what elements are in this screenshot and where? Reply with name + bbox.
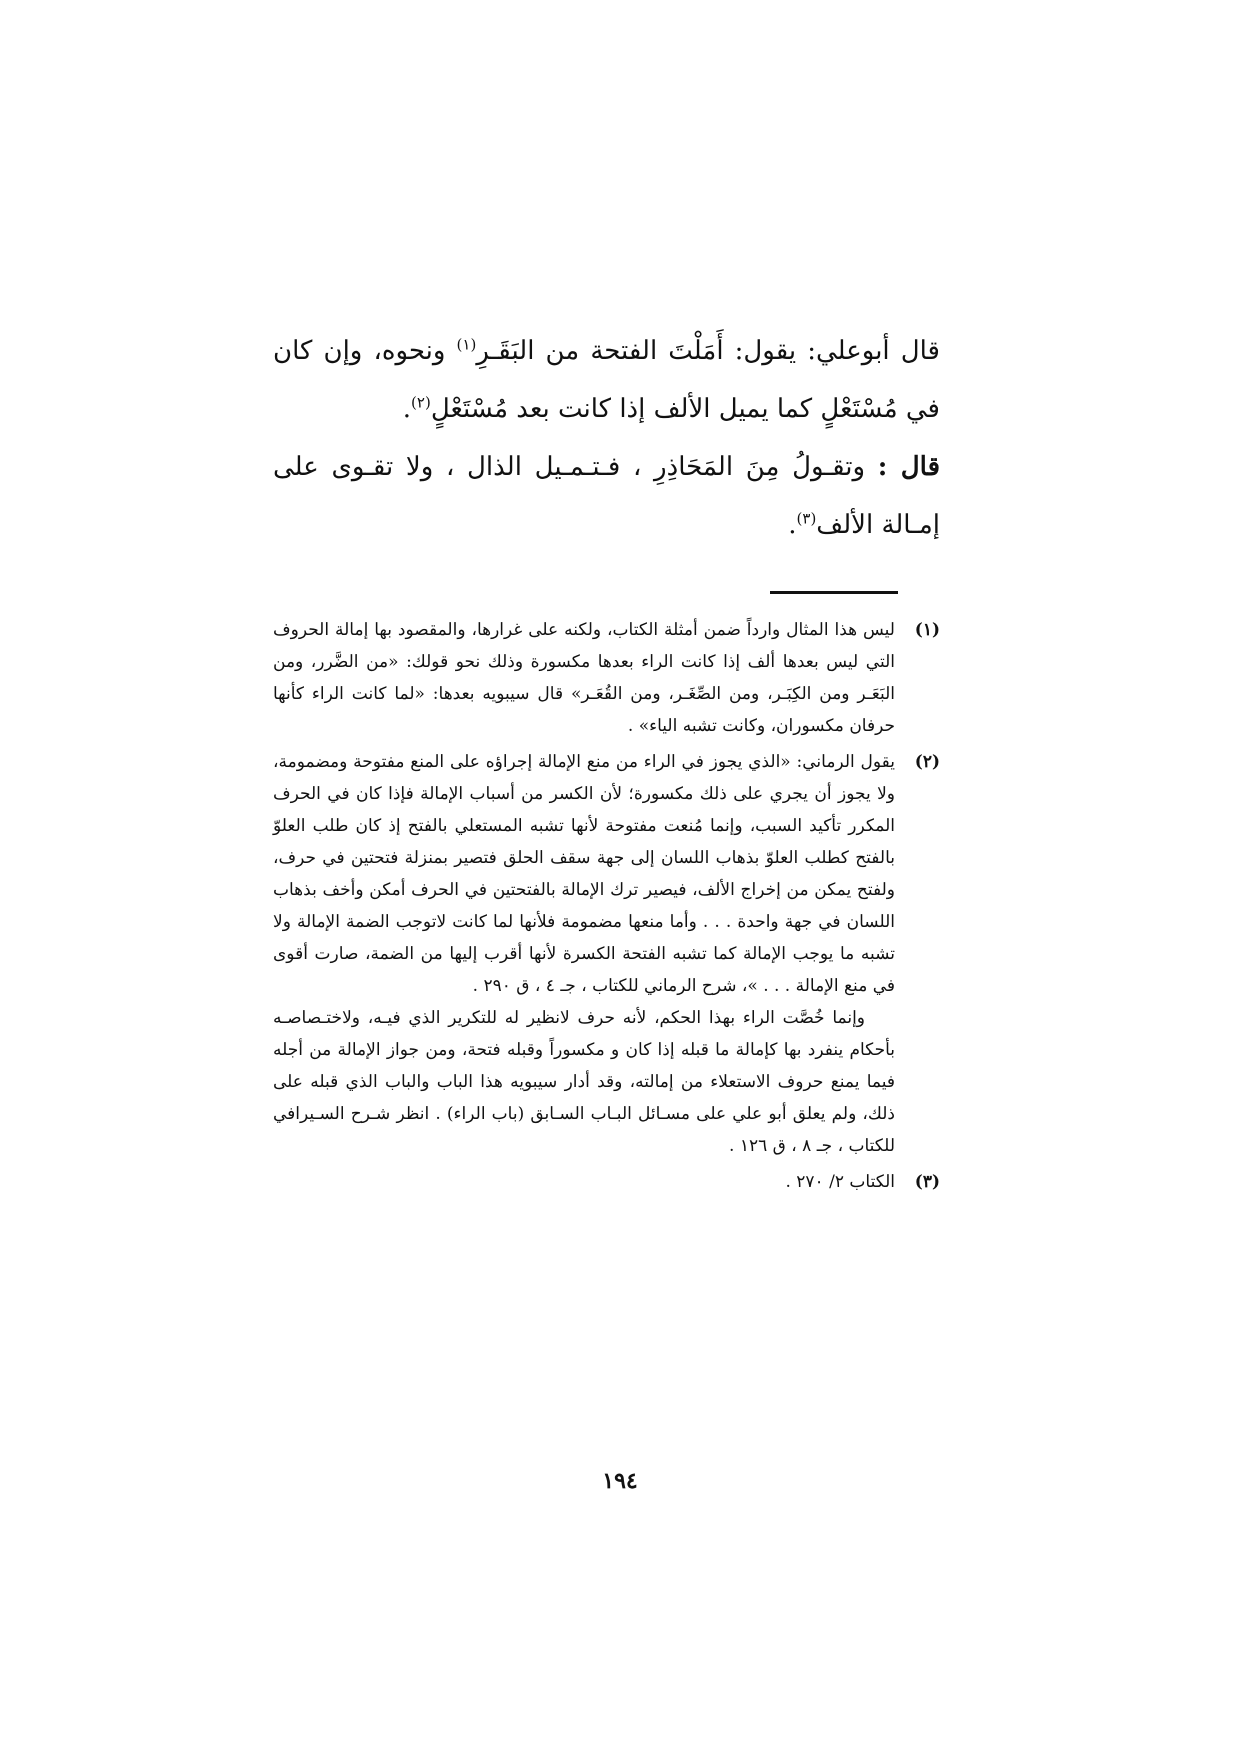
footnote-text [273, 1166, 895, 1198]
main-text [273, 322, 940, 554]
footnote-text [273, 614, 895, 742]
main-paragraph-1-intro: قال أبوعلي: يقول: أَمَلْتَ الفتحة من البَقَـرِ [476, 336, 940, 366]
main-paragraph-1-end: . [402, 394, 412, 424]
footnote-3 [273, 1166, 940, 1198]
footnote-ref-1: (١) [456, 335, 477, 354]
footnote-number: (١) [914, 620, 940, 640]
footnote-2 [273, 746, 940, 1162]
footnote-number: (٢) [914, 752, 940, 772]
main-paragraph-2-text: وتقـولُ مِنَ المَحَاذِرِ ، فـتـمـيل الذال ، ولا تقـوى على إمـالة الألف [273, 452, 940, 540]
main-paragraph-2 [273, 438, 940, 554]
main-paragraph-2-lead: قال : [877, 452, 941, 482]
footnote-paragraph: وإنما خُصَّت الراء بهذا الحكم، لأنه حرف لانظير له للتكرير الذي فيـه، ولاختـصاصـه بأحكام ينفرد بها كإمالة ما قبله إذا كان و مكسوراً وقبله فتحة، ومن جواز الإمالة من أجله فيما يمنع حروف الاستعلاء من إمالته، وقد أدار سيبويه هذا الباب والباب الذي قبله على ذلك، ولم يعلق أبو علي على مسـائل البـاب السـابق (باب الراء) . انظر شـرح السـيرافي للكتاب ، جـ ٨ ، ق ١٢٦ . [273, 1008, 895, 1156]
main-paragraph-1-middle: ونحوه، وإن كان في مُسْتَعْلٍ كما يميل الألف إذا كانت بعد مُسْتَعْلٍ [273, 336, 940, 424]
footnote-separator [770, 591, 898, 594]
footnote-text [273, 746, 895, 1162]
page-number: ١٩٤ [602, 1468, 638, 1494]
main-paragraph-2-end: . [788, 510, 797, 540]
footnotes [273, 614, 940, 1202]
footnote-number: (٣) [914, 1172, 940, 1192]
footnote-ref-2: (٢) [411, 393, 431, 412]
footnote-1 [273, 614, 940, 742]
footnote-paragraph: الكتاب ٢/ ٢٧٠ . [785, 1172, 895, 1192]
footnote-paragraph: يقول الرماني: «الذي يجوز في الراء من منع الإمالة إجراؤه على المنع مفتوحة ومضمومة، ولا يجوز أن يجري على ذلك مكسورة؛ لأن الكسر من أسباب الإمالة فإذا كان في الحرف المكرر تأكيد السبب، وإنما مُنعت مفتوحة لأنها تشبه المستعلي بالفتح إذ كان طلب العلوّ بالفتح كطلب العلوّ بذهاب اللسان إلى جهة سقف الحلق فتصير بمنزلة فتحتين في حرف، ولفتح يمكن من إخراج الألف، فيصير ترك الإمالة بالفتحتين في الحرف أمكن وأخف بذهاب اللسان في جهة واحدة . . . وأما منعها مضمومة فلأنها لما كانت لاتوجب الضمة الإمالة ولا تشبه ما يوجب الإمالة كما تشبه الفتحة الكسرة لأنها أقرب إليها من الضمة، صارت أقوى في منع الإمالة . . . »، شرح الرماني للكتاب ، جـ ٤ ، ق ٢٩٠ . [273, 752, 895, 996]
footnote-paragraph: ليس هذا المثال وارداً ضمن أمثلة الكتاب، ولكنه على غرارها، والمقصود بها إمالة الحروف التي ليس بعدها ألف إذا كانت الراء بعدها مكسورة وذلك نحو قولك: «من الضَّرر، ومن البَعَـر ومن الكِبَـر، ومن الصِّغَـر، ومن القُعَـر» قال سيبويه بعدها: «لما كانت الراء كأنها حرفان مكسوران، وكانت تشبه الياء» . [273, 620, 895, 736]
footnote-ref-3: (٣) [796, 509, 817, 528]
main-paragraph-1 [273, 322, 940, 438]
